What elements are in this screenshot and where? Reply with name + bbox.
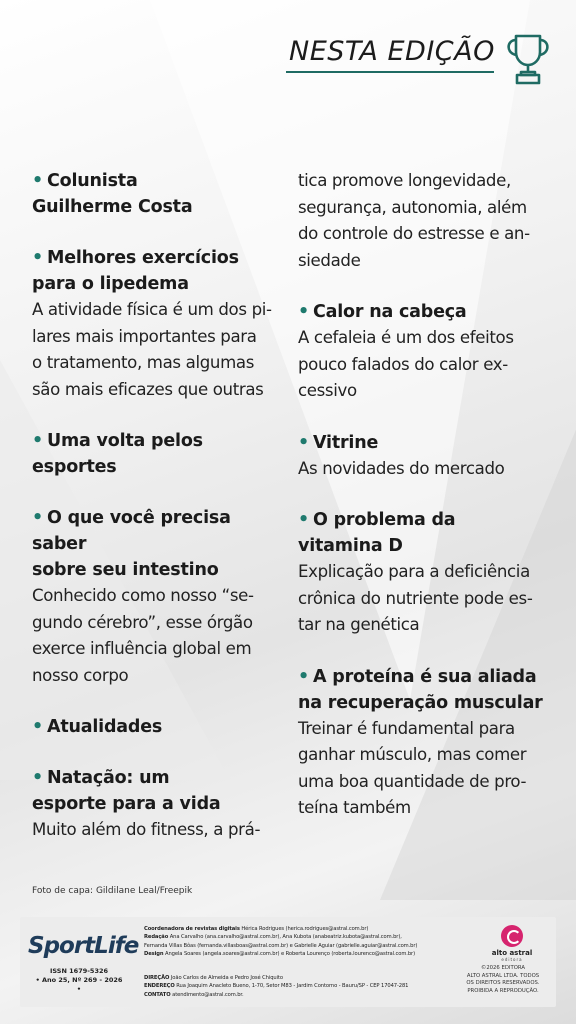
credit-label: Design <box>144 950 164 957</box>
publisher-name: alto astral <box>491 949 533 957</box>
logo-life-text: Life <box>94 933 139 959</box>
toc-item-title: Guilherme Costa <box>32 197 193 217</box>
trophy-icon <box>500 30 556 86</box>
credit-label: CONTATO <box>144 991 171 998</box>
credit-line: CONTATO atendimento@astral.com.br. <box>144 991 244 998</box>
toc-item-title: esporte para a vida <box>32 794 221 814</box>
publisher-sub: editora <box>501 957 523 962</box>
toc-item-title: • O problema da <box>298 510 456 530</box>
toc-item <box>32 245 290 403</box>
toc-item-description: teína também <box>298 798 411 817</box>
toc-item-title: • Calor na cabeça <box>298 302 467 322</box>
issue-info: • Ano 25, Nº 269 - 2026 • <box>35 976 123 993</box>
toc-item-description: são mais eficazes que outras <box>32 379 264 399</box>
toc-item-description: crônica do nutriente pode es- <box>298 588 533 608</box>
toc-item-title: para o lipedema <box>32 274 189 294</box>
toc-item <box>298 430 550 483</box>
toc-item-description: uma boa quantidade de pro- <box>298 771 527 791</box>
rights-notice <box>460 965 546 995</box>
credit-label: Coordenadora de revistas digitais <box>144 926 240 932</box>
toc-item-title: na recuperação muscular <box>298 692 543 713</box>
credit-line: DIREÇÃO João Carlos de Almeida e Pedro José Chiquito <box>144 975 283 981</box>
toc-item <box>298 299 550 405</box>
toc-item-title: • Colunista <box>32 171 138 191</box>
toc-item-description: lares mais importantes para <box>32 326 257 346</box>
toc-item <box>32 168 290 220</box>
credit-label: ENDEREÇO <box>144 983 175 990</box>
toc-item-description: pouco falados do calor ex- <box>298 354 508 374</box>
toc-item-description: A cefaleia é um dos efeitos <box>298 328 514 347</box>
toc-item-description: tica promove longevidade, <box>298 171 511 190</box>
toc-item-description: do controle do estresse e an- <box>298 224 530 243</box>
toc-item-title: vitamina D <box>298 536 403 556</box>
toc-item-description: Explicação para a deficiência <box>298 562 530 581</box>
toc-item-description: Treinar é fundamental para <box>298 718 515 738</box>
rights-line: OS DIREITOS RESERVADOS. <box>466 980 540 986</box>
bullet-icon: • <box>32 248 43 268</box>
rights-line: ALTO ASTRAL LTDA. TODOS <box>466 972 540 979</box>
bullet-icon: • <box>32 431 43 451</box>
toc-item-title: • Melhores exercícios <box>32 248 239 268</box>
rights-line: ©2026 EDITORA <box>481 965 525 971</box>
toc-item-description: segurança, autonomia, além <box>298 197 527 217</box>
toc-item-title: esportes <box>32 457 117 477</box>
publisher-logo <box>490 925 534 962</box>
bullet-icon: • <box>32 508 43 528</box>
logo-sport-text: Sport <box>28 933 95 959</box>
bullet-icon: • <box>298 432 309 453</box>
sportlife-logo <box>28 933 138 959</box>
toc-item-title: • Natação: um <box>32 768 170 788</box>
toc-item <box>32 714 290 740</box>
page-header <box>286 30 556 90</box>
credit-line: Coordenadora de revistas digitais Hérica Rodrigues (herica.rodrigues@astral.com.br) <box>144 926 369 932</box>
right-column <box>298 168 550 847</box>
photo-credit: Foto de capa: Gildilane Leal/Freepik <box>32 886 193 896</box>
toc-item-description: cessivo <box>298 381 357 400</box>
toc-item-description: gundo cérebro”, esse órgão <box>32 612 253 632</box>
toc-item-title: • Uma volta pelos <box>32 431 203 451</box>
bullet-icon: • <box>32 768 43 788</box>
toc-item-description: Conhecido como nosso “se- <box>32 586 254 605</box>
bullet-icon: • <box>298 510 309 530</box>
bullet-icon: • <box>298 666 309 687</box>
toc-item <box>32 765 290 844</box>
toc-item <box>298 168 550 274</box>
toc-item-title: sobre seu intestino <box>32 560 219 580</box>
toc-item <box>32 505 290 689</box>
issn: ISSN 1679-5326 <box>49 967 109 975</box>
credit-label: Redação <box>144 934 169 941</box>
toc-item-description: As novidades do mercado <box>298 458 505 478</box>
toc-item-title: • Atualidades <box>32 717 163 737</box>
footer <box>20 917 556 1007</box>
page-title: NESTA EDIÇÃO <box>289 36 495 67</box>
publisher-logo-icon <box>501 925 523 947</box>
rights-line: PROIBIDA A REPRODUÇÃO. <box>467 987 539 994</box>
bullet-icon: • <box>32 171 43 191</box>
credit-line: Fernanda Villas Bôas (fernanda.villasboas@astral.com.br) e Gabrielle Aguiar (gabrielle.aguiar@astral.com.br) <box>144 942 418 949</box>
toc-item-description: nosso corpo <box>32 665 129 685</box>
toc-item-title: • O que você precisa saber <box>32 508 231 554</box>
toc-item-description: ganhar músculo, mas comer <box>298 745 527 764</box>
credit-line: Design Angela Soares (angela.soares@astral.com.br) e Roberta Lourenço (roberta.lourenco@astral.com.br) <box>144 950 415 957</box>
toc-item-description: A atividade física é um dos pi- <box>32 300 272 319</box>
left-column <box>32 168 290 869</box>
credit-label: DIREÇÃO <box>144 975 170 981</box>
company-info <box>144 974 494 999</box>
editorial-credits <box>144 925 494 958</box>
toc-item-description: siedade <box>298 250 361 270</box>
toc-item <box>298 507 550 639</box>
bullet-icon: • <box>32 717 43 737</box>
toc-item <box>32 428 290 480</box>
toc-item-title: • Vitrine <box>298 432 379 453</box>
toc-item-title: • A proteína é sua aliada <box>298 666 537 687</box>
toc-item <box>298 664 550 822</box>
credit-line: Redação Ana Carvalho (ana.carvalho@astral.com.br), Ana Kubota (anabeatriz.kubota@astral.com.br), <box>144 934 402 941</box>
title-underline <box>286 71 494 73</box>
credit-line: ENDEREÇO Rua Joaquim Anacleto Bueno, 1-70, Setor M83 - Jardim Contorno - Bauru/SP - CEP 17047-281 <box>144 983 409 990</box>
issn-block <box>34 967 124 994</box>
toc-item-description: o tratamento, mas algumas <box>32 353 255 372</box>
toc-item-description: Muito além do fitness, a prá- <box>32 820 261 839</box>
bullet-icon: • <box>298 302 309 322</box>
toc-item-description: exerce influência global em <box>32 639 252 658</box>
toc-item-description: tar na genética <box>298 615 420 634</box>
